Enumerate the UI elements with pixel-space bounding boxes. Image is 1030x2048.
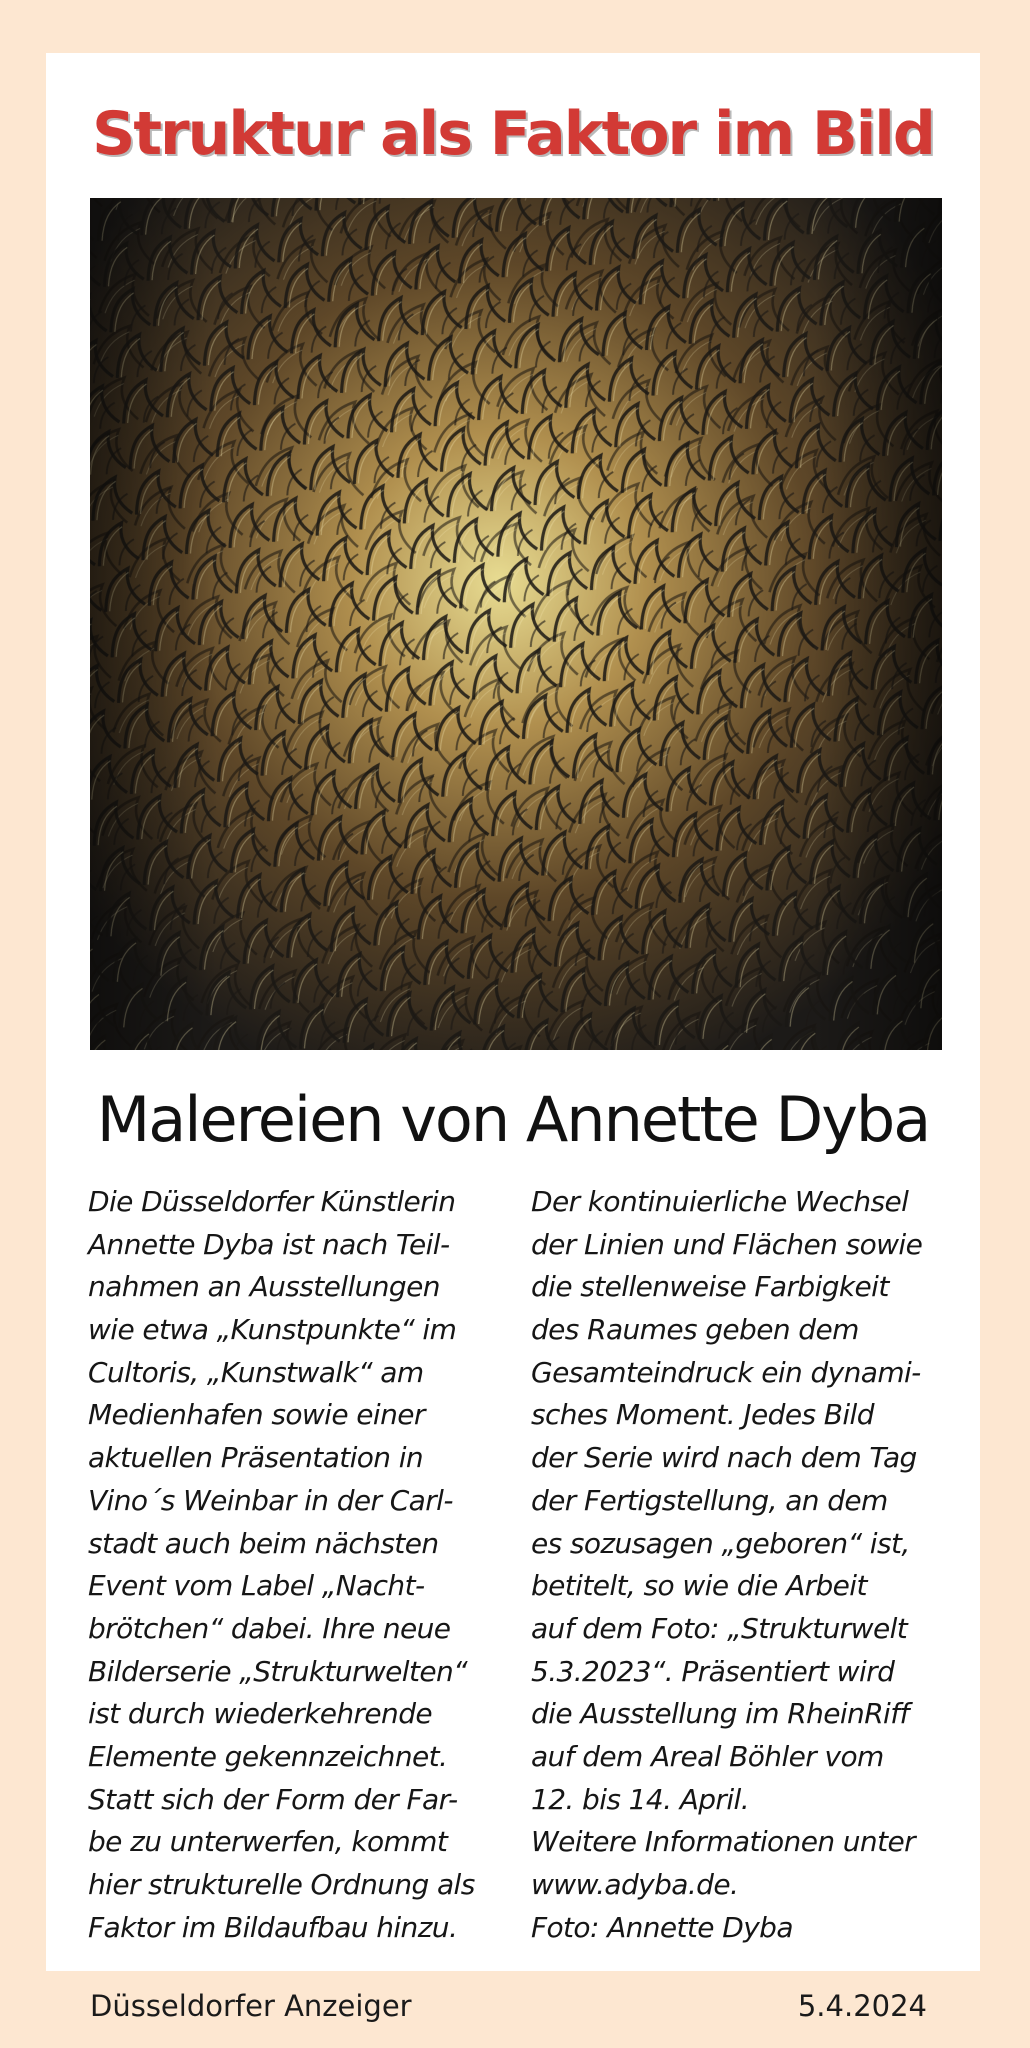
body-line: Cultoris, „Kunstwalk“ am <box>88 1355 424 1389</box>
body-line: Gesamteindruck ein dynami- <box>531 1355 921 1389</box>
body-line: der Fertigstellung, an dem <box>531 1483 888 1517</box>
body-line: Event vom Label „Nacht- <box>88 1569 425 1603</box>
body-line: hier strukturelle Ordnung als <box>88 1868 475 1901</box>
body-line: Weitere Informationen unter <box>531 1825 915 1859</box>
body-line: aktuellen Präsentation in <box>88 1441 424 1475</box>
body-line: sches Moment. Jedes Bild <box>531 1398 874 1432</box>
body-line: be zu unterwerfen, kommt <box>88 1825 448 1859</box>
body-line: auf dem Foto: „Strukturwelt <box>531 1611 908 1645</box>
body-line: Bilderserie „Strukturwelten“ <box>88 1654 468 1688</box>
body-line: wie etwa „Kunstpunkte“ im <box>88 1313 457 1347</box>
body-line: Elemente gekennzeichnet. <box>88 1739 448 1773</box>
body-line: betitelt, so wie die Arbeit <box>531 1569 867 1603</box>
article-card <box>46 53 980 1971</box>
body-line: Annette Dyba ist nach Teil- <box>88 1227 450 1261</box>
body-line: die Ausstellung im RheinRiff <box>531 1697 909 1731</box>
publication-name: Düsseldorfer Anzeiger <box>90 1989 412 2023</box>
article-column-left <box>88 1181 518 1949</box>
body-line: Faktor im Bildaufbau hinzu. <box>88 1910 458 1944</box>
body-line: nahmen an Ausstellungen <box>88 1270 440 1304</box>
body-line: www.adyba.de. <box>531 1868 739 1901</box>
body-line: es sozusagen „geboren“ ist, <box>531 1526 910 1560</box>
body-line: der Serie wird nach dem Tag <box>531 1441 917 1475</box>
body-line: der Linien und Flächen sowie <box>531 1227 923 1261</box>
body-line: Die Düsseldorfer Künstlerin <box>88 1185 456 1218</box>
body-line: Vino´s Weinbar in der Carl- <box>88 1483 453 1517</box>
body-line: brötchen“ dabei. Ihre neue <box>88 1611 451 1645</box>
artwork-image <box>90 198 942 1050</box>
article-column-right <box>531 1181 971 1949</box>
body-line: stadt auch beim nächsten <box>88 1526 439 1560</box>
body-line: des Raumes geben dem <box>531 1313 859 1347</box>
body-line: auf dem Areal Böhler vom <box>531 1739 884 1773</box>
body-line: ist durch wiederkehrende <box>88 1697 433 1731</box>
body-line: die stellenweise Farbigkeit <box>531 1270 889 1304</box>
photo-credit: Foto: Annette Dyba <box>531 1910 793 1944</box>
body-line: Statt sich der Form der Far- <box>88 1782 458 1816</box>
body-line: Der kontinuierliche Wechsel <box>531 1185 909 1218</box>
article-headline: Struktur als Faktor im Bild <box>92 99 934 169</box>
body-line: Medienhafen sowie einer <box>88 1398 425 1432</box>
body-line: 5.3.2023“. Präsentiert wird <box>531 1654 895 1688</box>
publication-date: 5.4.2024 <box>797 1989 927 2023</box>
body-line: 12. bis 14. April. <box>531 1782 749 1816</box>
article-subtitle: Malereien von Annette Dyba <box>96 1083 930 1156</box>
